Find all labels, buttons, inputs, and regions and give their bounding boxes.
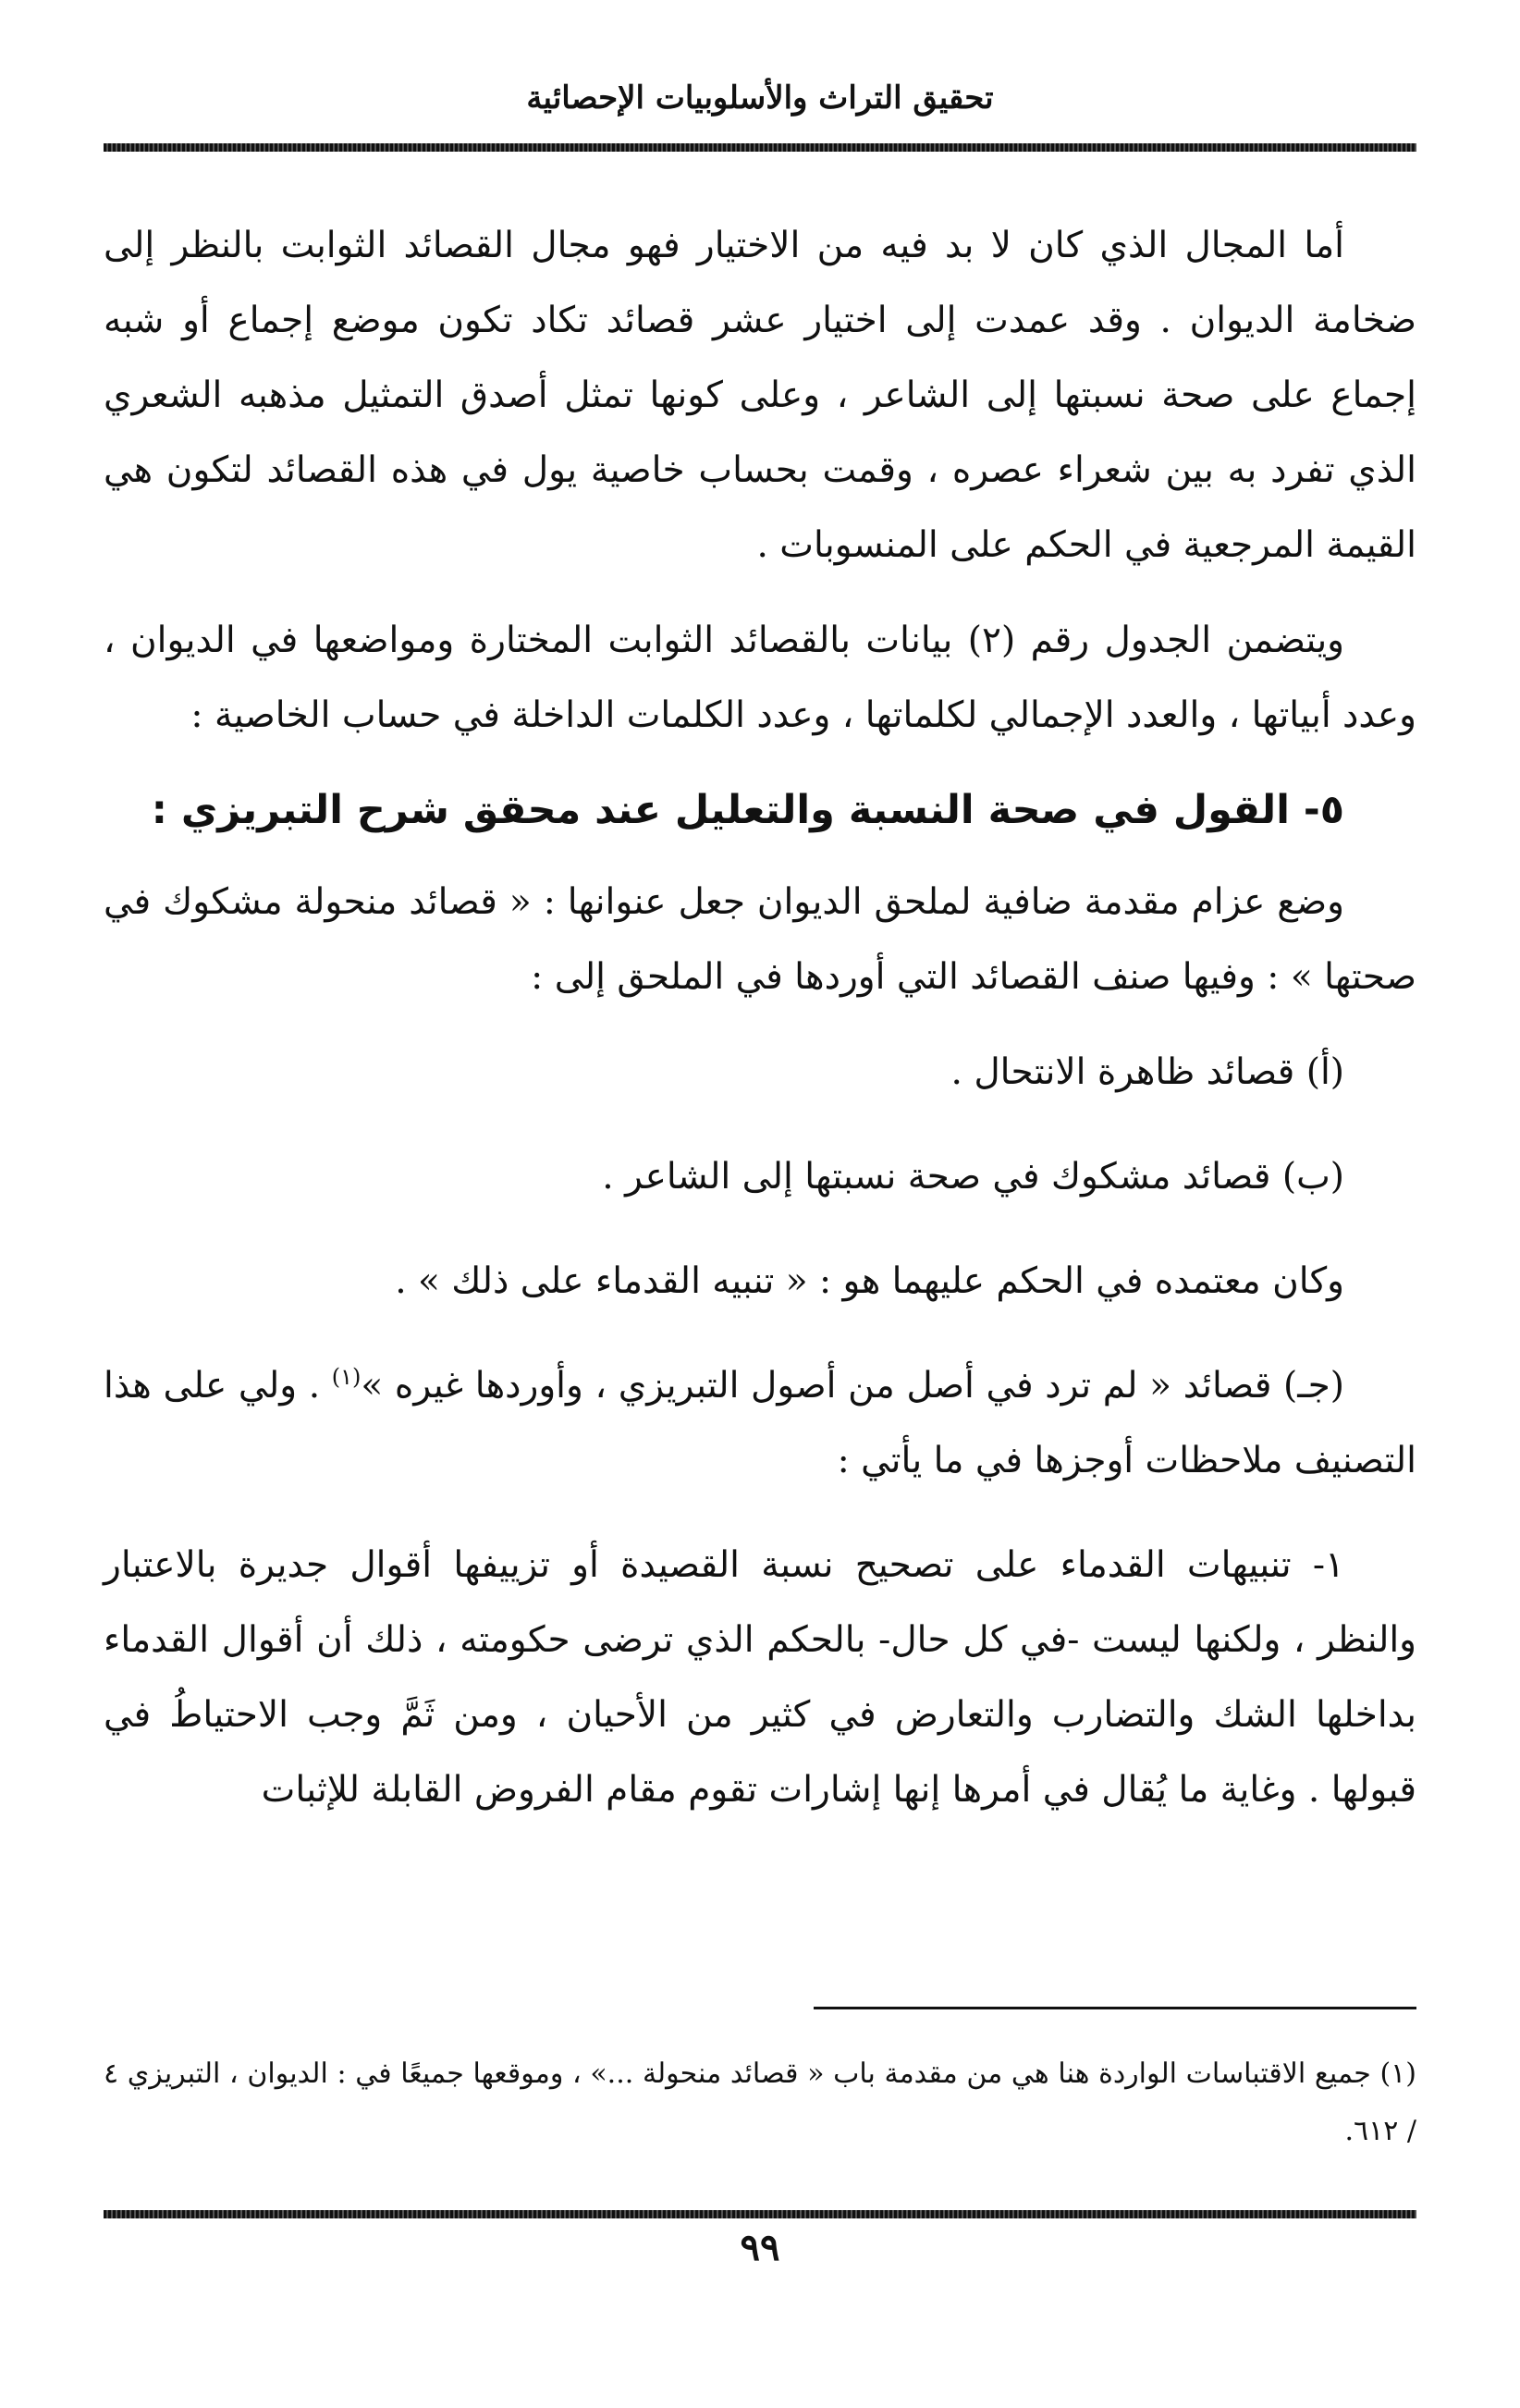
paragraph: أما المجال الذي كان لا بد فيه من الاختيار فهو مجال القصائد الثوابت بالنظر إلى ضخامة الديوان . وقد عمدت إلى اختيار عشر قصائد تكاد تكون موضع إجماع أو شبه إجماع على صحة نسبتها إلى الشاعر ، وعلى كونها تمثل أصدق التمثيل مذهبه الشعري الذي تفرد به بين شعراء عصره ، وقمت بحساب خاصية يول في هذه القصائد لتكون هي القيمة المرجعية في الحكم على المنسوبات .	[104, 225, 1416, 566]
footnote	[104, 2046, 1416, 2160]
footnote-reference: (١)	[331, 1364, 362, 1390]
running-head: تحقيق التراث والأسلوبيات الإحصائية	[526, 80, 994, 117]
list-item-text: (جـ) قصائد « لم ترد في أصل من أصول التبريزي ، وأوردها غيره »	[361, 1365, 1344, 1407]
footnote-text: (١) جميع الاقتباسات الواردة هنا هي من مقدمة باب « قصائد منحولة ...» ، وموقعها جميعًا في : الديوان ، التبريزي ٤ / ٦١٢.	[104, 2058, 1416, 2147]
footer-rule	[104, 2210, 1416, 2218]
body-text	[104, 208, 1416, 1848]
header-rule	[104, 143, 1416, 152]
paragraph: وضع عزام مقدمة ضافية لملحق الديوان جعل عنوانها : « قصائد منحولة مشكوك في صحتها » : وفيها صنف القصائد التي أوردها في الملحق إلى :	[104, 881, 1416, 998]
paragraph: ١- تنبيهات القدماء على تصحيح نسبة القصيدة أو تزييفها أقوال جديرة بالاعتبار والنظر ، ولكنها ليست -في كل حال- بالحكم الذي ترضى حكومته ، ذلك أن أقوال القدماء بداخلها الشك والتضارب والتعارض في كثير من الأحيان ، ومن ثَمَّ وجب الاحتياطُ في قبولها . وغاية ما يُقال في أمرها إنها إشارات تقوم مقام الفروض القابلة للإثبات	[104, 1544, 1416, 1811]
list-item: (ب) قصائد مشكوك في صحة نسبتها إلى الشاعر .	[602, 1156, 1344, 1198]
section-heading: ٥- القول في صحة النسبة والتعليل عند محقق شرح التبريزي :	[151, 787, 1344, 833]
footnote-rule	[814, 2007, 1416, 2009]
list-item-text-continued: . ولي على هذا التصنيف ملاحظات أوجزها في ما يأتي :	[104, 1365, 1416, 1481]
page-number: ٩٩	[740, 2226, 780, 2269]
paragraph: وكان معتمده في الحكم عليهما هو : « تنبيه القدماء على ذلك » .	[395, 1260, 1344, 1302]
list-item: (أ) قصائد ظاهرة الانتحال .	[950, 1051, 1344, 1093]
paragraph: ويتضمن الجدول رقم (٢) بيانات بالقصائد الثوابت المختارة ومواضعها في الديوان ، وعدد أبياتها ، والعدد الإجمالي لكلماتها ، وعدد الكلمات الداخلة في حساب الخاصية :	[104, 620, 1416, 736]
list-item-with-note	[104, 1348, 1416, 1498]
